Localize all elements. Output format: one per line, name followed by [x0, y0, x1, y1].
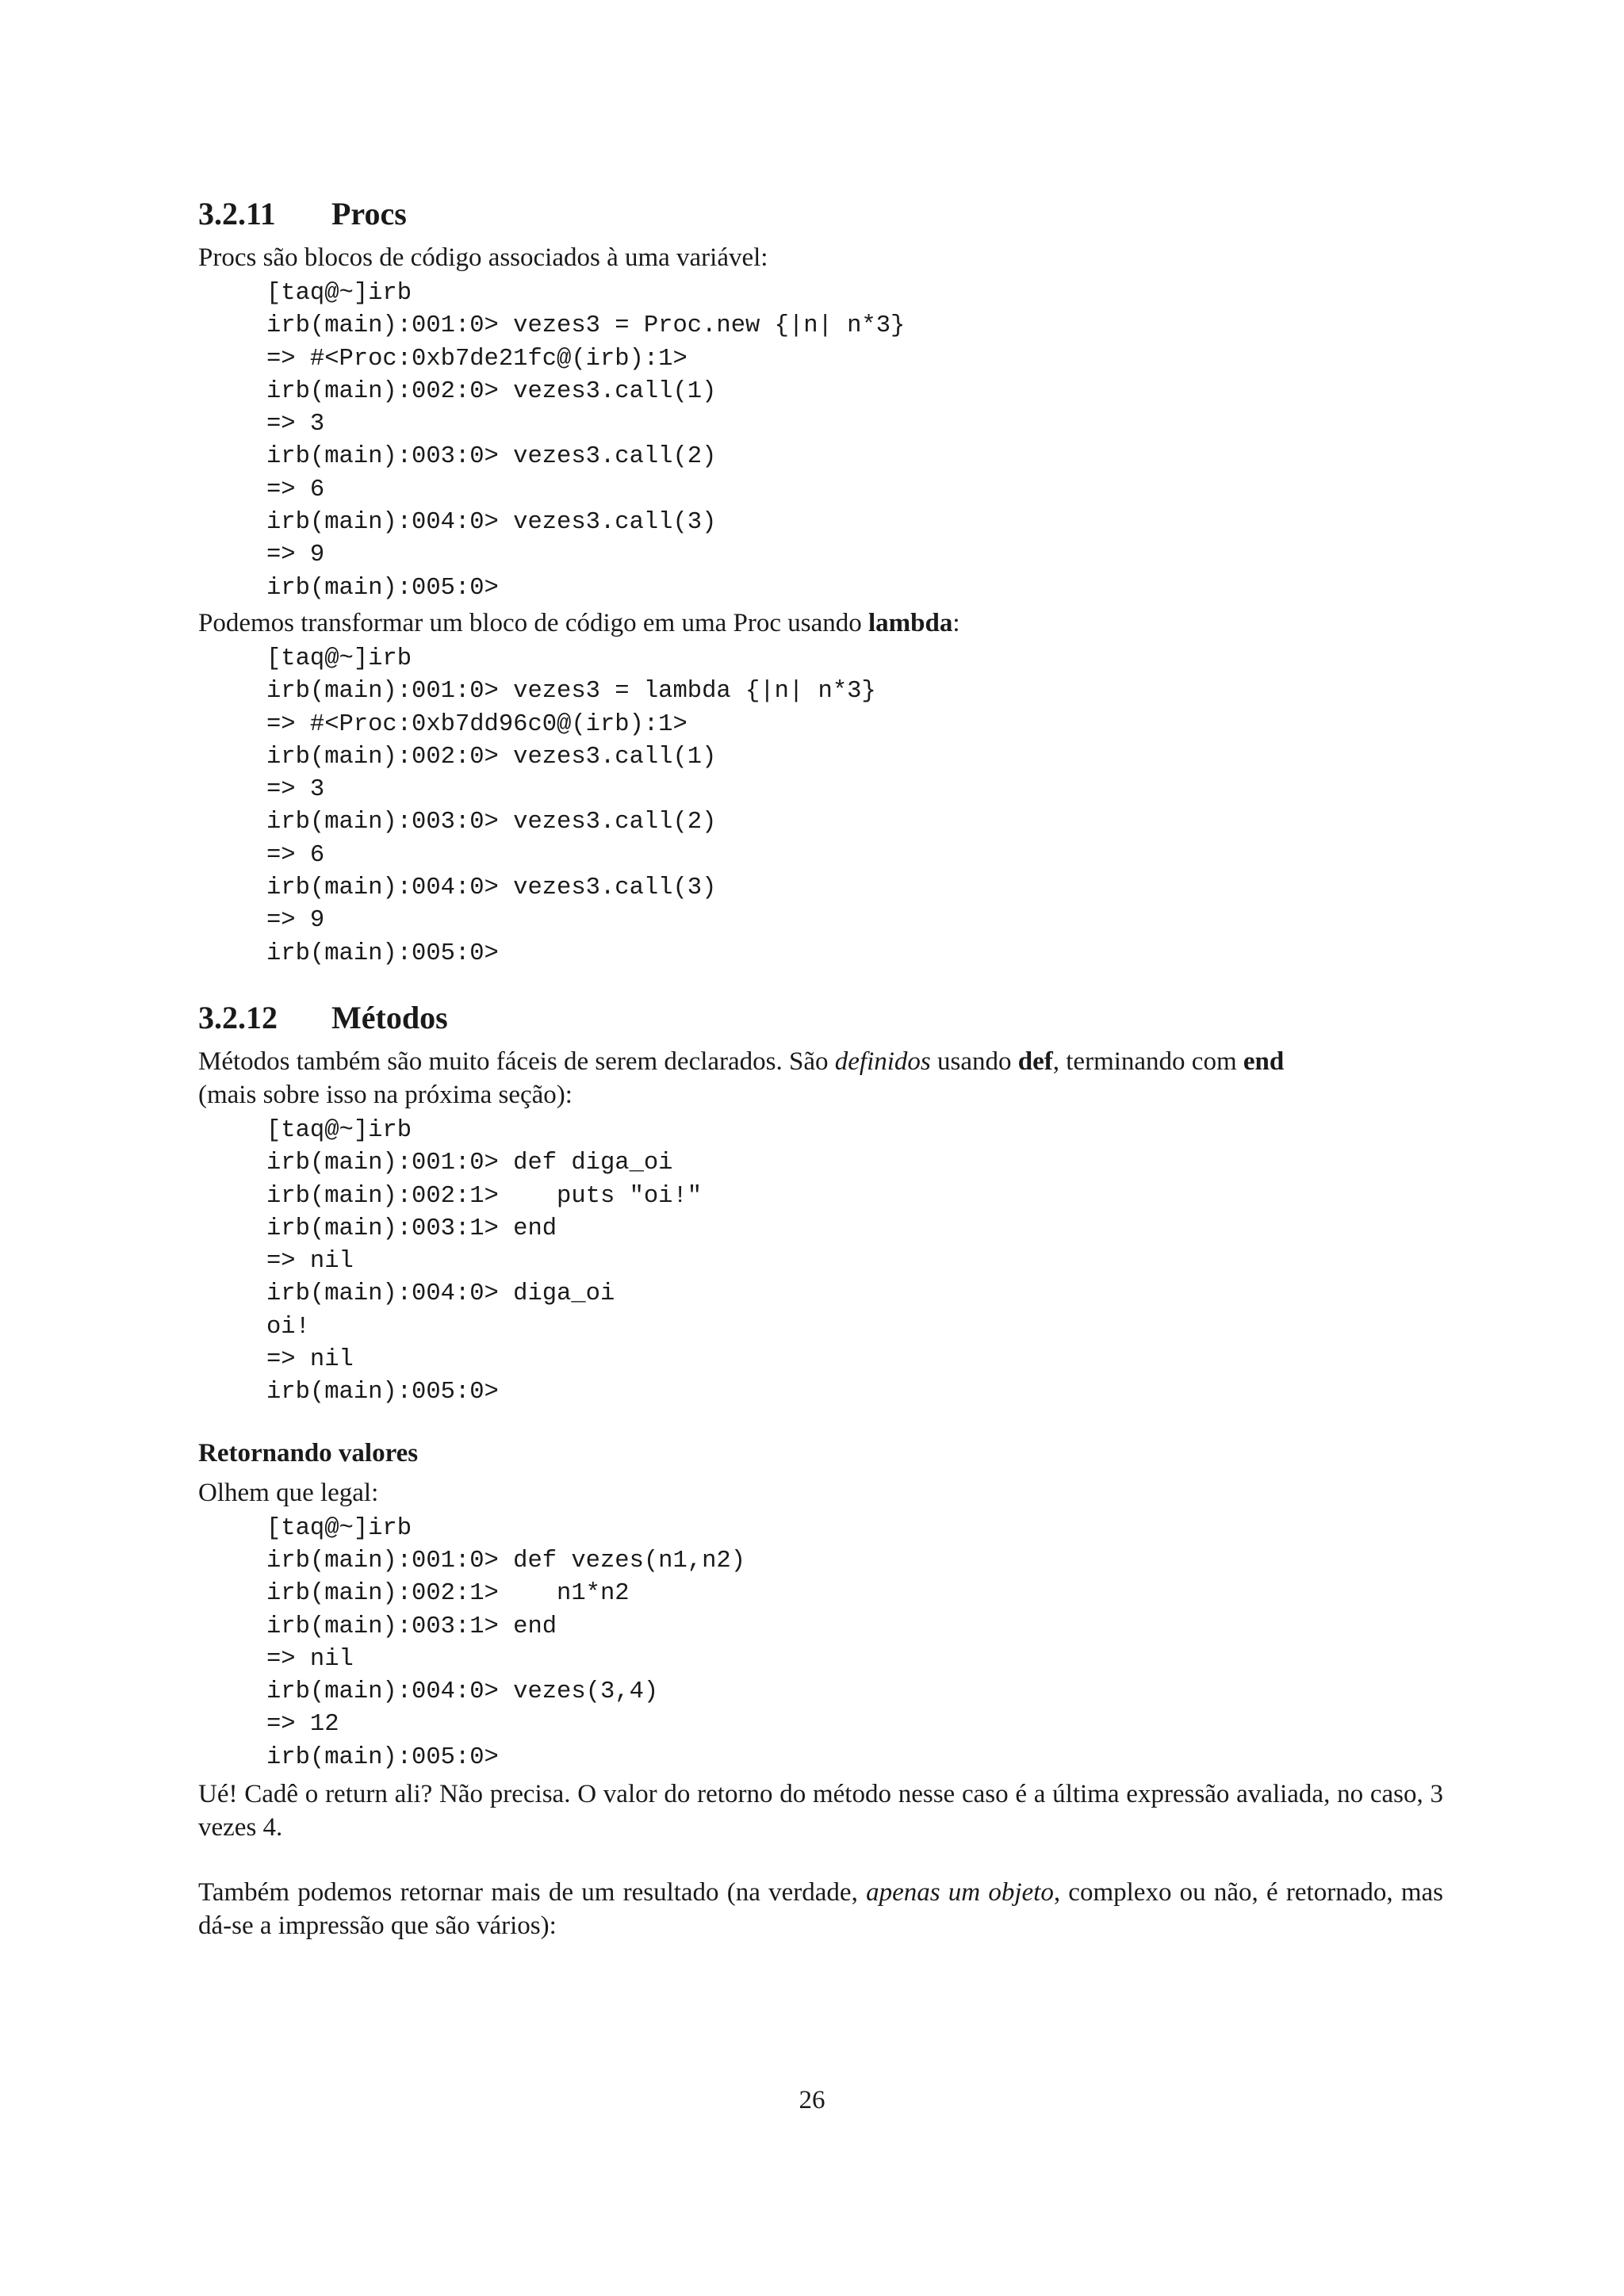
metodos-intro — [198, 1045, 1443, 1112]
code-block-lambda — [266, 643, 1443, 970]
metodos-intro-text: Métodos também são muito fáceis de serem declarados. São — [198, 1047, 835, 1076]
metodos-intro-text: usando — [930, 1047, 1018, 1076]
code-line: [taq@~]irb — [266, 1116, 412, 1144]
code-line: irb(main):005:0> — [266, 1743, 499, 1771]
code-line: => nil — [266, 1346, 354, 1374]
multi-return-italic: apenas um objeto — [866, 1877, 1054, 1907]
def-keyword: def — [1017, 1047, 1053, 1076]
multi-return-paragraph — [198, 1876, 1443, 1942]
code-line: irb(main):005:0> — [266, 939, 499, 967]
subheading-retornando-valores: Retornando valores — [198, 1438, 419, 1468]
code-line: [taq@~]irb — [266, 280, 412, 307]
section-title: Métodos — [331, 999, 448, 1035]
section-title: Procs — [331, 196, 407, 232]
code-line: irb(main):005:0> — [266, 574, 499, 602]
code-line: irb(main):003:0> vezes3.call(2) — [266, 443, 717, 471]
code-line: => 6 — [266, 841, 325, 869]
multi-return-text: , complexo ou não, é retornado, mas dá-se a impressão que são vários): — [198, 1877, 1443, 1940]
code-line: => 9 — [266, 541, 325, 569]
code-line: irb(main):003:0> vezes3.call(2) — [266, 809, 717, 836]
end-keyword: end — [1243, 1047, 1285, 1076]
code-line: irb(main):004:0> diga_oi — [266, 1280, 615, 1308]
page-number: 26 — [799, 2086, 825, 2114]
code-line: irb(main):003:1> end — [266, 1215, 557, 1242]
code-block-proc-new — [266, 277, 1443, 605]
code-line: irb(main):002:0> vezes3.call(1) — [266, 377, 717, 405]
section-number: 3.2.12 — [198, 999, 278, 1035]
code-line: => nil — [266, 1645, 354, 1673]
sub-intro: Olhem que legal: — [198, 1478, 379, 1507]
multi-return-text: Também podemos retornar mais de um resultado (na verdade, — [198, 1877, 867, 1907]
lambda-paragraph — [198, 607, 1443, 640]
code-line: irb(main):004:0> vezes3.call(3) — [266, 509, 717, 537]
document-page — [198, 190, 1443, 1942]
code-line: => 6 — [266, 476, 325, 503]
code-line: => 3 — [266, 776, 325, 804]
metodos-intro-text: (mais sobre isso na próxima seção): — [198, 1080, 573, 1109]
section-heading-metodos — [198, 994, 1443, 1042]
code-line: irb(main):001:0> vezes3 = lambda {|n| n*3} — [266, 678, 876, 706]
code-block-diga-oi — [266, 1115, 1443, 1410]
code-line: => #<Proc:0xb7de21fc@(irb):1> — [266, 345, 688, 373]
section-heading-procs — [198, 190, 1443, 238]
code-line: irb(main):002:1> puts "oi!" — [266, 1182, 703, 1210]
code-line: irb(main):002:1> n1*n2 — [266, 1580, 630, 1608]
code-line: irb(main):001:0> vezes3 = Proc.new {|n| n*3} — [266, 312, 906, 340]
code-block-vezes — [266, 1513, 1443, 1774]
code-line: irb(main):005:0> — [266, 1379, 499, 1406]
code-line: [taq@~]irb — [266, 1514, 412, 1542]
code-line: irb(main):001:0> def diga_oi — [266, 1150, 673, 1177]
code-line: => #<Proc:0xb7dd96c0@(irb):1> — [266, 710, 688, 738]
code-line: => 3 — [266, 411, 325, 438]
code-line: irb(main):001:0> def vezes(n1,n2) — [266, 1547, 745, 1575]
code-line: => 12 — [266, 1711, 339, 1739]
code-line: => nil — [266, 1248, 354, 1276]
code-line: irb(main):004:0> vezes(3,4) — [266, 1678, 659, 1706]
code-line: irb(main):002:0> vezes3.call(1) — [266, 743, 717, 771]
lambda-paragraph-colon: : — [952, 608, 960, 637]
lambda-keyword: lambda — [868, 608, 953, 637]
code-line: irb(main):003:1> end — [266, 1613, 557, 1640]
section-number: 3.2.11 — [198, 196, 276, 232]
procs-intro: Procs são blocos de código associados à uma variável: — [198, 243, 768, 272]
code-line: irb(main):004:0> vezes3.call(3) — [266, 874, 717, 902]
code-line: [taq@~]irb — [266, 645, 412, 672]
return-paragraph: Ué! Cadê o return ali? Não precisa. O valor do retorno do método nesse caso é a última expressão avaliada, no caso, 3 vezes 4. — [198, 1779, 1443, 1842]
lambda-paragraph-text: Podemos transformar um bloco de código em uma Proc usando — [198, 608, 868, 637]
code-line: => 9 — [266, 907, 325, 935]
code-line: oi! — [266, 1313, 310, 1341]
metodos-intro-text: , terminando com — [1052, 1047, 1243, 1076]
metodos-intro-italic: definidos — [834, 1047, 931, 1076]
